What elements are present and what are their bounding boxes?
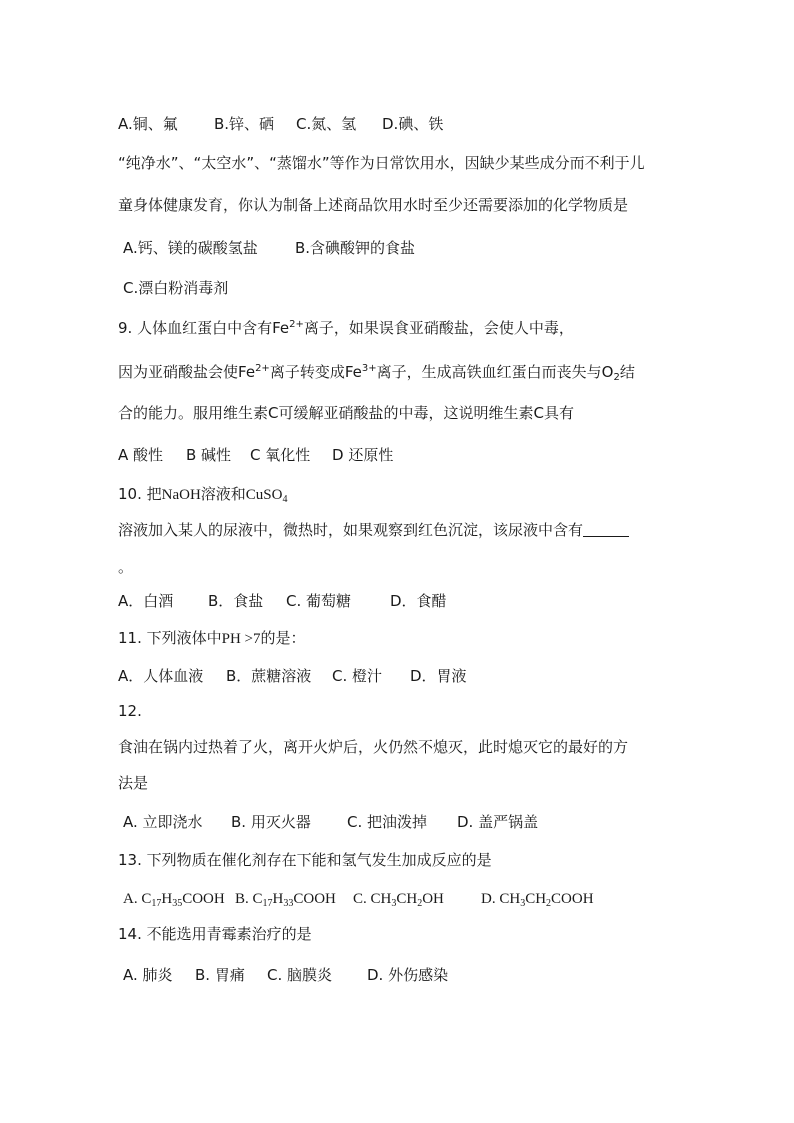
q14-option-a: A. 肺炎 [123,966,173,984]
q9-text: 离子，如果误食亚硝酸盐，会使人中毒， [303,319,574,337]
q13-option-d: D. $CH_3CH_2COOH$ [481,891,594,909]
q9-text: 结 [619,363,635,381]
q12-stem-line-1: 食油在锅内过热着了火，离开火炉后，火仍然不熄灭，此时熄灭它的最好的方 [118,738,629,756]
q10-option-c: C. 葡萄糖 [286,592,352,610]
q12-option-b: B. 用灭火器 [231,813,311,831]
q11-stem [118,628,306,649]
q12-number: 12. [118,702,142,720]
q10-text: 溶液和 [200,485,246,503]
q13-stem: 13. 下列物质在催化剂存在下能和氢气发生加成反应的是 [118,851,492,869]
q8-stem-line-1: “纯净水”、“太空水”、“蒸馏水”等作为日常饮用水，因缺少某些成分而不利于儿 [118,154,645,172]
naoh-formula: NaOH [161,487,201,503]
q13-option-b: B. $C_{17}H_{33}COOH$ [235,891,336,909]
q10-stem-line-3: 。 [118,558,134,576]
q10-text: 溶液加入某人的尿液中，微热时，如果观察到红色沉淀，该尿液中含有 [118,521,584,539]
q7-options [118,114,443,134]
q9-option-b: B 碱性 [186,446,232,464]
q11-text: 的是： [260,629,306,647]
q8-option-c: C.漂白粉消毒剂 [123,279,229,297]
q9-option-c: C 氧化性 [250,446,311,464]
q12-option-a: A. 立即浇水 [123,813,203,831]
ph-expression: PH >7 [221,631,261,647]
q10-options-row [118,591,447,611]
q11-option-d: D．胃液 [410,667,467,685]
q10-stem-line-1 [118,484,287,505]
q13-option-c: C. $CH_3CH_2OH$ [353,891,444,909]
q11-text: 11. 下列液体中 [118,629,222,647]
q8-option-a: A.钙、镁的碳酸氢盐 [123,239,258,257]
q10-option-d: D．食醋 [390,592,447,610]
answer-blank[interactable] [583,521,629,537]
q10-text: 10. 把 [118,485,162,503]
q10-stem-line-2 [118,520,629,540]
q9-text: 离子，生成高铁血红蛋白而丧失与 [376,363,602,381]
fe2-ion: $Fe^{2+}$ [238,363,270,381]
q12-option-d: D. 盖严锅盖 [457,813,539,831]
q9-stem-line-1 [118,318,574,338]
q14-option-d: D. 外伤感染 [367,966,449,984]
q12-options-row [123,812,538,832]
q7-option-a: A.铜、氟 [118,115,178,133]
q9-option-a: A 酸性 [118,446,164,464]
q8-options-row [123,238,415,258]
q9-option-d: D 还原性 [332,446,394,464]
q11-options-row [118,666,467,686]
q10-option-b: B．食盐 [208,592,264,610]
q13-options-row [123,889,594,909]
q11-option-b: B．蔗糖溶液 [226,667,312,685]
q14-stem: 14. 不能选用青霉素治疗的是 [118,925,312,943]
cuso4-formula: CuSO$_4$ [245,487,288,505]
q12-stem-line-2: 法是 [118,774,149,792]
q9-text: 离子转变成 [269,363,345,381]
q8-option-b: B.含碘酸钾的食盐 [295,239,416,257]
q14-option-c: C. 脑膜炎 [267,966,333,984]
q8-stem-line-2: 童身体健康发育，你认为制备上述商品饮用水时至少还需要添加的化学物质是 [118,196,629,214]
q12-option-c: C. 把油泼掉 [347,813,428,831]
fe2-ion: $Fe^{2+}$ [272,319,304,337]
q11-option-c: C. 橙汁 [332,667,383,685]
q9-stem-line-2 [118,362,635,382]
q14-option-b: B. 胃痛 [195,966,245,984]
q9-stem-line-3: 合的能力。服用维生素C可缓解亚硝酸盐的中毒，这说明维生素C具有 [118,404,574,422]
q9-text: 因为亚硝酸盐会使 [118,363,239,381]
q7-option-c: C.氮、氢 [296,115,357,133]
q10-option-a: A．白酒 [118,592,174,610]
q13-option-a: A. $C_{17}H_{35}COOH$ [123,891,225,909]
q14-options-row [123,965,448,985]
fe3-ion: $Fe^{3+}$ [344,363,377,381]
q7-option-d: D.碘、铁 [382,115,444,133]
q9-options-row [118,445,393,465]
o2-formula: $O_2$ [601,363,620,383]
q11-option-a: A．人体血液 [118,667,204,685]
q9-text: 9. 人体血红蛋白中含有 [118,319,273,337]
q7-option-b: B.锌、硒 [214,115,275,133]
